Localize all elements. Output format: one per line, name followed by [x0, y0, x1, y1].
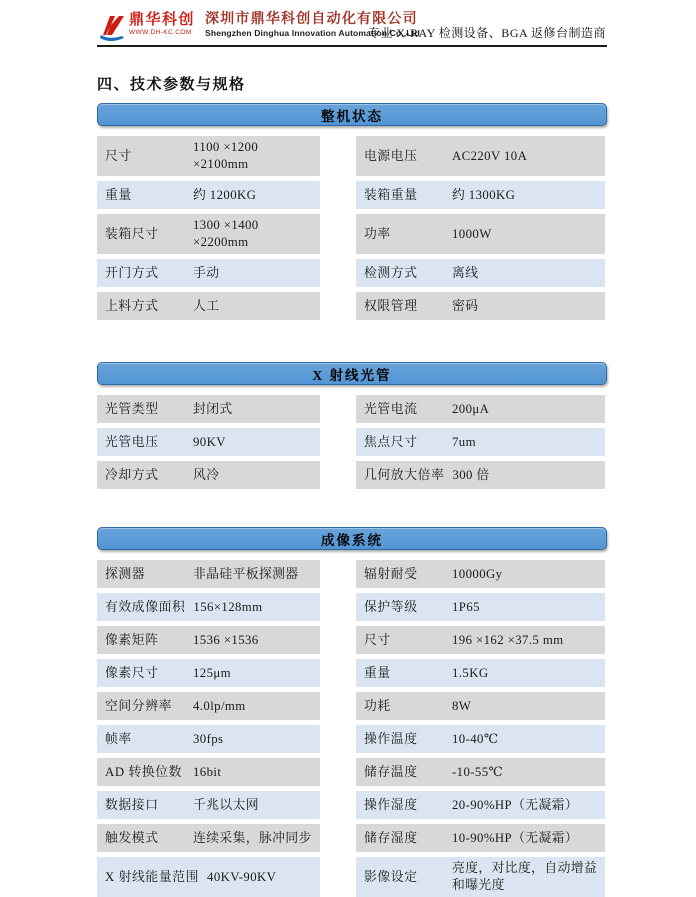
row-label: 数据接口 — [105, 797, 159, 812]
row-label: 尺寸 — [364, 632, 391, 647]
row-value: 1300 ×1400 ×2200mm — [193, 218, 259, 249]
table-row — [97, 824, 607, 852]
row-value: 20-90%HP（无凝霜） — [452, 797, 579, 812]
column-gap — [320, 259, 356, 287]
row-label: 保护等级 — [364, 599, 418, 614]
row-value: 连续采集，脉冲同步 — [193, 830, 312, 845]
row-value: 40KV-90KV — [207, 869, 277, 884]
table-row — [97, 181, 607, 209]
table-row — [97, 593, 607, 621]
table-rows — [97, 395, 607, 489]
table-row — [97, 214, 607, 254]
row-label: 冷却方式 — [105, 467, 159, 482]
table-title-bar: X 射线光管 — [97, 362, 607, 385]
row-label: AD 转换位数 — [105, 764, 183, 779]
row-value: 1536 ×1536 — [193, 632, 259, 647]
row-label: 焦点尺寸 — [364, 434, 418, 449]
row-value: 风冷 — [193, 467, 220, 482]
column-gap — [320, 626, 356, 654]
row-label: 操作湿度 — [364, 797, 418, 812]
row-value: 300 倍 — [452, 467, 490, 482]
table-row — [97, 259, 607, 287]
table-cell-right — [356, 136, 605, 176]
column-gap — [320, 214, 356, 254]
row-label: 像素矩阵 — [105, 632, 159, 647]
table-cell-left — [97, 395, 320, 423]
table-cell-left — [97, 626, 320, 654]
company-logo — [97, 12, 195, 43]
row-value: 10-40℃ — [452, 731, 499, 746]
table-cell-right — [356, 725, 605, 753]
column-gap — [320, 136, 356, 176]
table-cell-left — [97, 292, 320, 320]
table-cell-right — [356, 395, 605, 423]
row-label: 储存温度 — [364, 764, 418, 779]
row-value: 156×128mm — [193, 599, 263, 614]
company-name-en: Shengzhen Dinghua Innovation Automation Co.,Ltd — [205, 28, 420, 38]
table-row — [97, 461, 607, 489]
header-rule — [97, 45, 406, 47]
table-cell-right — [356, 791, 605, 819]
table-cell-left — [97, 259, 320, 287]
table-cell-right — [356, 428, 605, 456]
row-label: 权限管理 — [364, 298, 418, 313]
row-value: 1100 ×1200 ×2100mm — [193, 140, 259, 171]
row-label: 像素尺寸 — [105, 665, 159, 680]
row-value: 约 1300KG — [452, 187, 516, 202]
row-value: 封闭式 — [193, 401, 233, 416]
row-value: 1000W — [452, 226, 492, 241]
column-gap — [320, 824, 356, 852]
row-value: -10-55℃ — [452, 764, 504, 779]
letterhead — [97, 0, 607, 62]
header-tagline: 专业 X-RAY 检测设备、BGA 返修台制造商 — [364, 24, 607, 47]
row-value: 10000Gy — [452, 566, 503, 581]
table-cell-left — [97, 824, 320, 852]
row-label: 有效成像面积 — [105, 599, 186, 614]
table-row — [97, 725, 607, 753]
column-gap — [320, 857, 356, 897]
row-value: 200μA — [452, 401, 490, 416]
row-label: 光管电流 — [364, 401, 418, 416]
row-label: 功率 — [364, 226, 391, 241]
table-cell-left — [97, 428, 320, 456]
table-row — [97, 560, 607, 588]
column-gap — [320, 791, 356, 819]
row-label: 光管电压 — [105, 434, 159, 449]
row-value: AC220V 10A — [452, 148, 528, 163]
table-cell-left — [97, 725, 320, 753]
table-rows — [97, 136, 607, 320]
table-cell-right — [356, 461, 605, 489]
column-gap — [320, 428, 356, 456]
table-row — [97, 395, 607, 423]
column-gap — [320, 461, 356, 489]
table-cell-left — [97, 593, 320, 621]
table-row — [97, 857, 607, 897]
table-row — [97, 692, 607, 720]
table-cell-right — [356, 181, 605, 209]
table-cell-right — [356, 292, 605, 320]
row-value: 约 1200KG — [193, 187, 257, 202]
table-cell-right — [356, 560, 605, 588]
spec-table — [97, 103, 607, 320]
row-value: 16bit — [193, 764, 222, 779]
row-label: 检测方式 — [364, 265, 418, 280]
row-label: 光管类型 — [105, 401, 159, 416]
logo-website-text: WWW.DH-KC.COM — [129, 29, 192, 36]
row-label: X 射线能量范围 — [105, 869, 200, 884]
column-gap — [320, 292, 356, 320]
table-title-bar: 成像系统 — [97, 527, 607, 550]
row-value: 1.5KG — [452, 665, 489, 680]
row-value: 8W — [452, 698, 472, 713]
row-label: 重量 — [364, 665, 391, 680]
table-cell-right — [356, 692, 605, 720]
row-label: 几何放大倍率 — [364, 467, 445, 482]
logo-mark-icon — [97, 13, 127, 43]
column-gap — [320, 659, 356, 687]
table-rows — [97, 560, 607, 897]
logo-brand-text: 鼎华科创 — [129, 12, 196, 28]
row-label: 影像设定 — [364, 869, 418, 884]
row-label: 空间分辨率 — [105, 698, 172, 713]
spec-table — [97, 527, 607, 897]
row-label: 操作温度 — [364, 731, 418, 746]
column-gap — [320, 758, 356, 786]
row-value: 离线 — [452, 265, 479, 280]
company-name-cn: 深圳市鼎华科创自动化有限公司 — [205, 12, 418, 27]
spec-tables-container — [97, 103, 607, 897]
row-value: 196 ×162 ×37.5 mm — [452, 632, 564, 647]
table-cell-right — [356, 824, 605, 852]
column-gap — [320, 395, 356, 423]
table-row — [97, 758, 607, 786]
column-gap — [320, 593, 356, 621]
table-cell-right — [356, 857, 605, 897]
table-row — [97, 659, 607, 687]
spec-table — [97, 362, 607, 489]
row-label: 装箱尺寸 — [105, 226, 159, 241]
row-label: 探测器 — [105, 566, 146, 581]
row-value: 4.0lp/mm — [193, 698, 246, 713]
row-value: 30fps — [193, 731, 224, 746]
table-row — [97, 626, 607, 654]
table-cell-left — [97, 791, 320, 819]
column-gap — [320, 560, 356, 588]
table-row — [97, 292, 607, 320]
row-label: 尺寸 — [105, 148, 132, 163]
table-cell-left — [97, 214, 320, 254]
column-gap — [320, 692, 356, 720]
table-cell-right — [356, 593, 605, 621]
table-cell-right — [356, 758, 605, 786]
table-cell-left — [97, 857, 320, 897]
table-cell-left — [97, 692, 320, 720]
row-value: 7um — [452, 434, 476, 449]
row-label: 开门方式 — [105, 265, 159, 280]
table-row — [97, 428, 607, 456]
row-value: 亮度，对比度，自动增益和曝光度 — [452, 861, 598, 892]
table-row — [97, 791, 607, 819]
table-cell-left — [97, 560, 320, 588]
table-row — [97, 136, 607, 176]
row-label: 功耗 — [364, 698, 391, 713]
table-cell-left — [97, 461, 320, 489]
row-value: 人工 — [193, 298, 220, 313]
section-title: 四、技术参数与规格 — [97, 77, 246, 93]
column-gap — [320, 725, 356, 753]
row-value: 密码 — [452, 298, 479, 313]
table-cell-left — [97, 136, 320, 176]
row-value: 90KV — [193, 434, 226, 449]
row-value: 千兆以太网 — [193, 797, 259, 812]
logo-text-block — [129, 12, 195, 36]
row-value: 125μm — [193, 665, 232, 680]
row-value: 手动 — [193, 265, 220, 280]
row-label: 辐射耐受 — [364, 566, 418, 581]
table-cell-left — [97, 181, 320, 209]
row-value: 非晶硅平板探测器 — [193, 566, 299, 581]
row-value: 1P65 — [452, 599, 480, 614]
table-cell-right — [356, 214, 605, 254]
table-title-bar: 整机状态 — [97, 103, 607, 126]
table-cell-right — [356, 259, 605, 287]
column-gap — [320, 181, 356, 209]
row-label: 重量 — [105, 187, 132, 202]
row-label: 上料方式 — [105, 298, 159, 313]
row-label: 电源电压 — [364, 148, 418, 163]
table-cell-right — [356, 626, 605, 654]
row-value: 10-90%HP（无凝霜） — [452, 830, 579, 845]
table-cell-left — [97, 758, 320, 786]
table-cell-right — [356, 659, 605, 687]
row-label: 帧率 — [105, 731, 132, 746]
table-cell-left — [97, 659, 320, 687]
row-label: 储存湿度 — [364, 830, 418, 845]
row-label: 装箱重量 — [364, 187, 418, 202]
row-label: 触发模式 — [105, 830, 159, 845]
